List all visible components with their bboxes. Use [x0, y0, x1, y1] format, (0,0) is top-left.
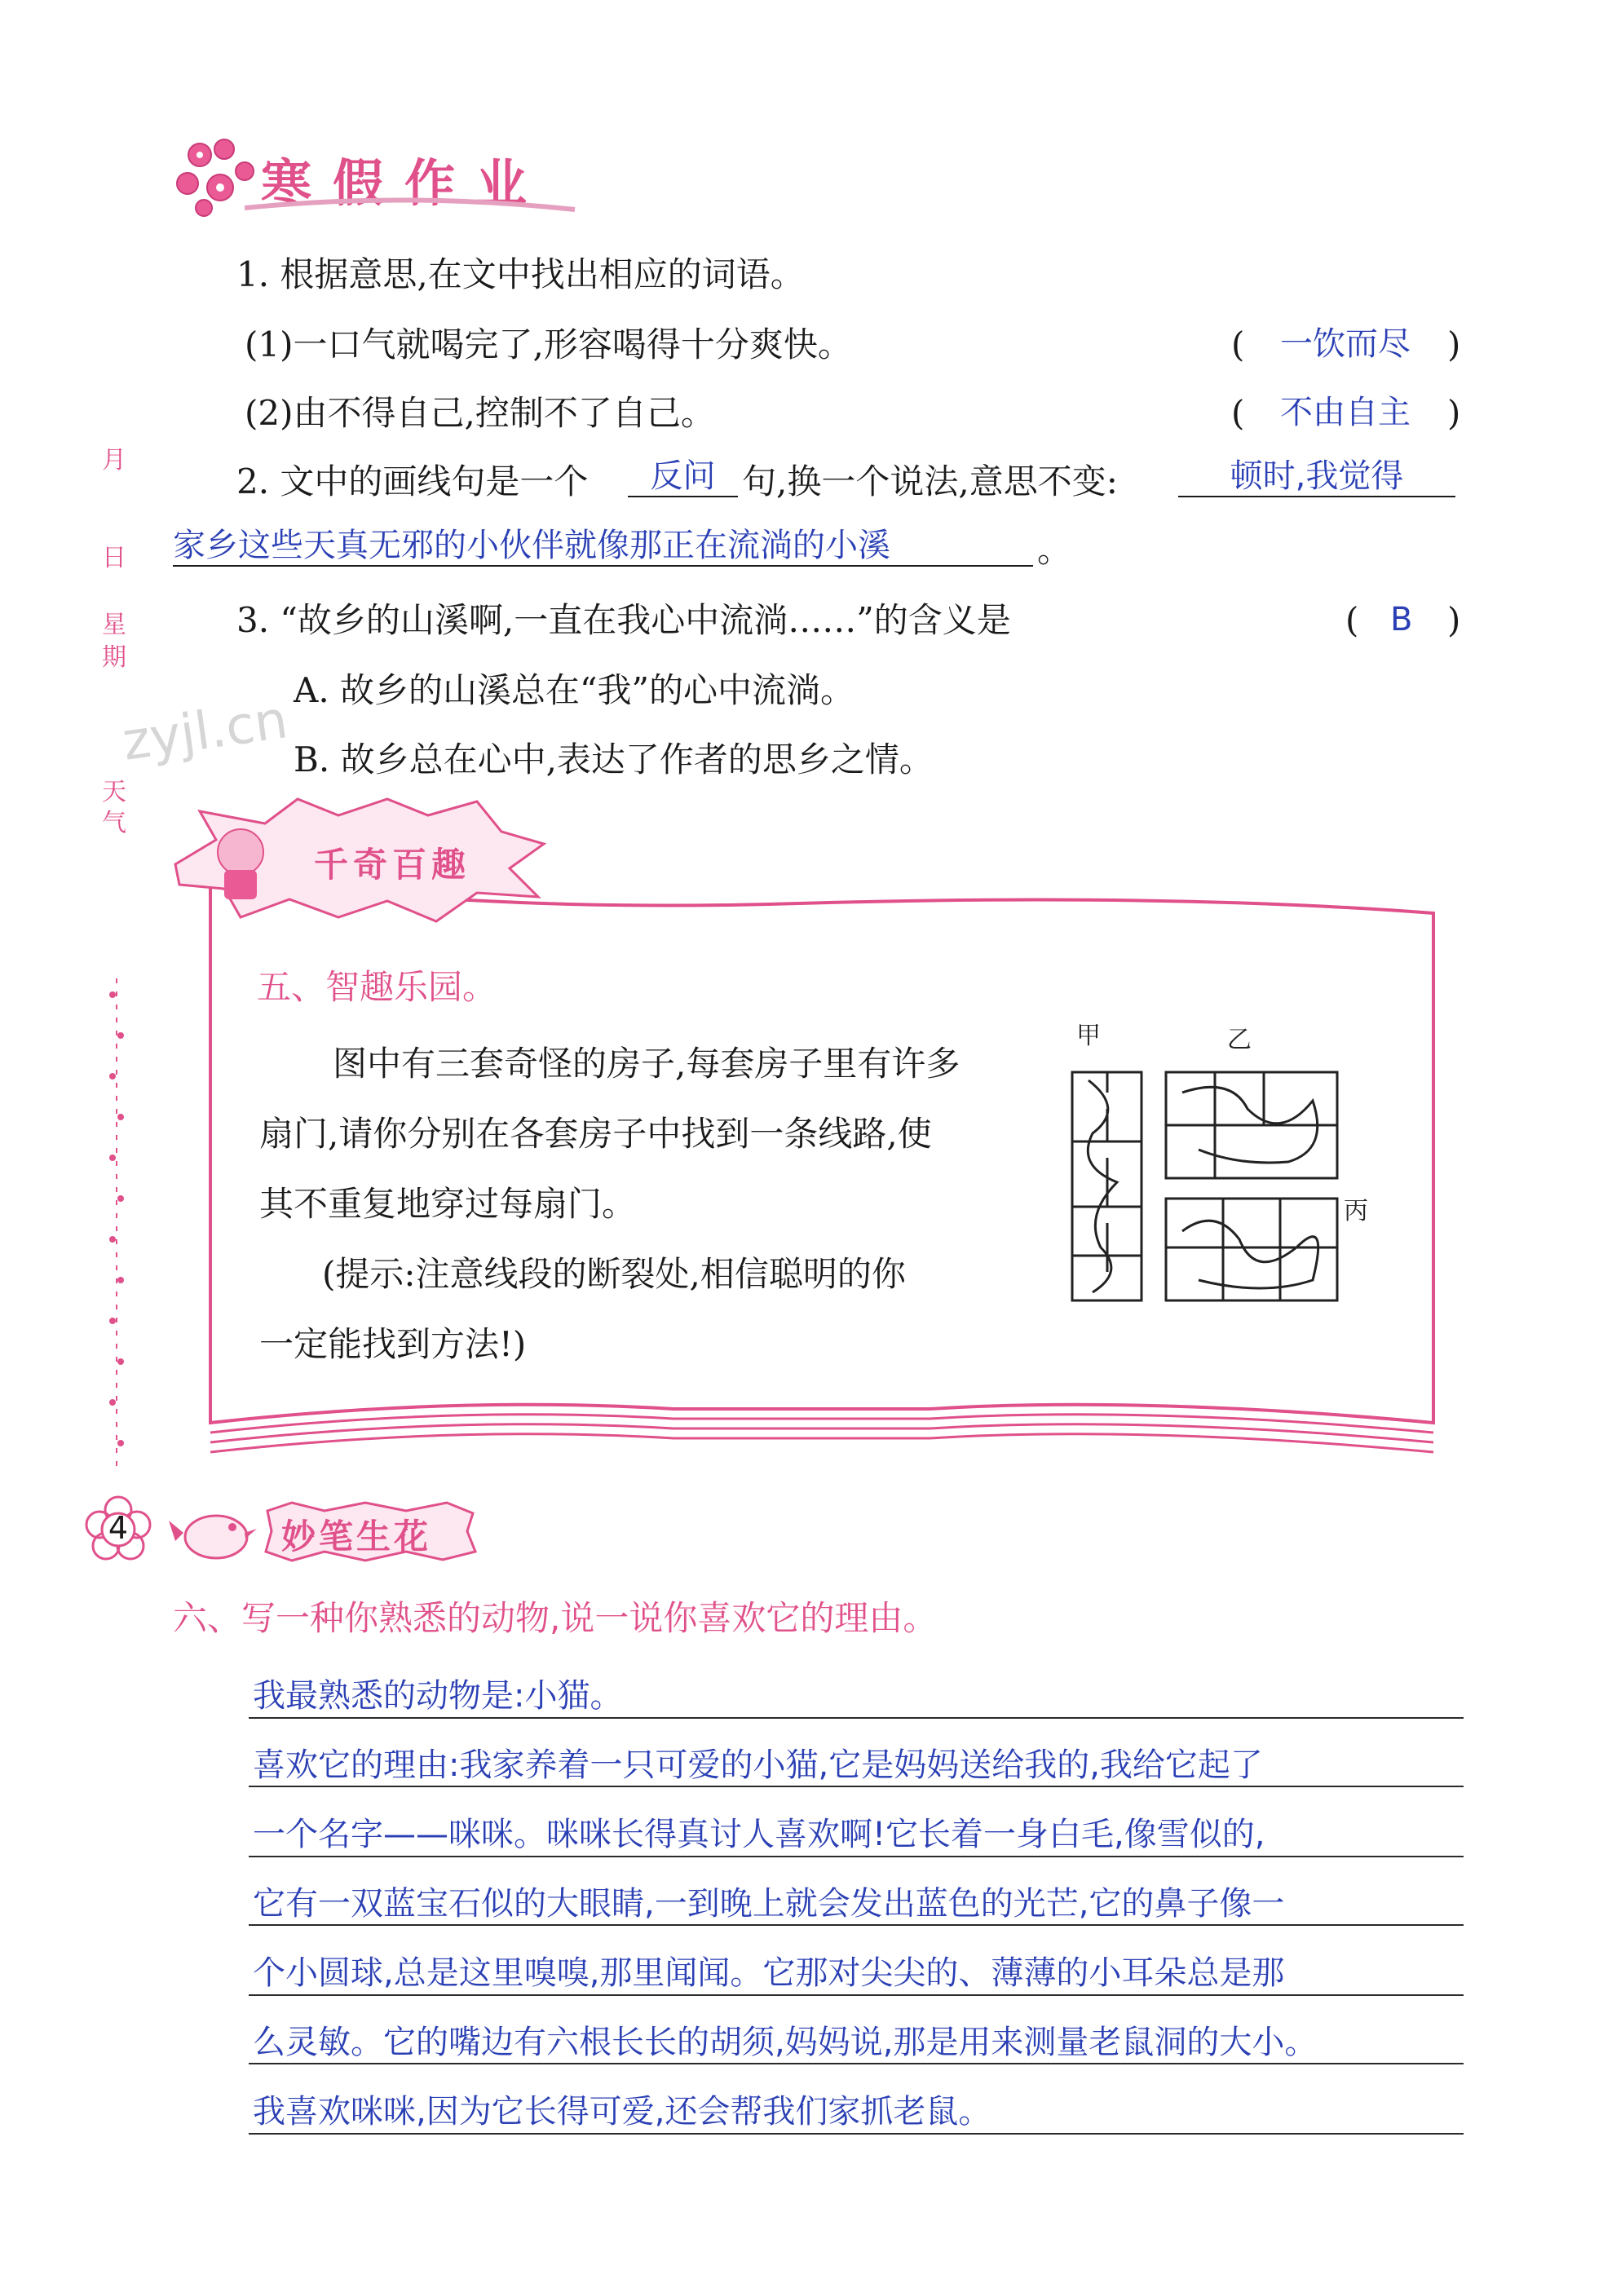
sidebar-vine-decoration: [104, 978, 129, 1468]
page-number-badge: [82, 1492, 155, 1565]
sidebar-weekday-2: 期: [102, 643, 126, 672]
q3-answer: B: [1390, 601, 1413, 638]
q1-item-1-text: (1)一口气就喝完了,形容喝得十分爽快。: [245, 325, 852, 364]
section6-title: 六、写一种你熟悉的动物,说一说你喜欢它的理由。: [173, 1598, 938, 1638]
q2-blank2-answer: 顿时,我觉得: [1178, 457, 1455, 497]
maze-figure: [1052, 1003, 1378, 1321]
essay-rule-7: [249, 2133, 1464, 2135]
maze-label-b: 乙: [1227, 1026, 1252, 1054]
essay-line-3: 一个名字——咪咪。咪咪长得真讨人喜欢啊!它长着一身白毛,像雪似的,: [253, 1816, 1265, 1853]
q1-item-1-paren-close: ): [1447, 325, 1461, 364]
essay-rule-2: [249, 1786, 1464, 1787]
sidebar-day: 日: [102, 544, 126, 572]
section5-banner-title: 千奇百趣: [314, 845, 471, 885]
q2-part2: 句,换一个说法,意思不变:: [742, 461, 1118, 501]
q2-blank1-answer: 反问: [628, 457, 738, 497]
q2-answer-line: 家乡这些天真无邪的小伙伴就像那正在流淌的小溪: [173, 526, 1033, 567]
q3-option-a: A. 故乡的山溪总在“我”的心中流淌。: [294, 670, 854, 710]
q1-stem: 1. 根据意思,在文中找出相应的词语。: [236, 254, 805, 294]
q1-item-2-paren-open: (: [1231, 393, 1245, 433]
section6-banner-title: 妙笔生花: [281, 1517, 432, 1556]
q3-paren-open: (: [1345, 600, 1359, 640]
sidebar-weather-1: 天: [102, 778, 126, 806]
watermark: zyjl.cn: [118, 690, 292, 773]
section5-line-3: 其不重复地穿过每扇门。: [259, 1184, 637, 1224]
header-underline-swoosh: [245, 192, 579, 216]
q2-end: 。: [1037, 530, 1072, 570]
essay-rule-4: [249, 1924, 1464, 1926]
sidebar-weekday-1: 星: [102, 611, 126, 639]
page-number: 4: [108, 1510, 129, 1546]
sidebar-weather-2: 气: [102, 809, 126, 837]
header-title: 寒假作业: [261, 153, 549, 213]
essay-rule-6: [249, 2063, 1464, 2064]
essay-line-4: 它有一双蓝宝石似的大眼睛,一到晚上就会发出蓝色的光芒,它的鼻子像一: [253, 1885, 1285, 1923]
sidebar-month: 月: [102, 446, 126, 475]
essay-line-5: 个小圆球,总是这里嗅嗅,那里闻闻。它那对尖尖的、薄薄的小耳朵总是那: [253, 1954, 1285, 1992]
section5-line-2: 扇门,请你分别在各套房子中找到一条线路,使: [259, 1114, 932, 1154]
maze-label-c: 丙: [1344, 1197, 1368, 1225]
section5-title: 五、智趣乐园。: [257, 967, 497, 1007]
maze-label-a: 甲: [1076, 1022, 1101, 1050]
essay-rule-1: [249, 1717, 1464, 1719]
q1-item-2-paren-close: ): [1447, 393, 1461, 433]
q1-item-2-answer: 不由自主: [1280, 394, 1411, 431]
section5-line-4: (提示:注意线段的断裂处,相信聪明的你: [322, 1254, 906, 1294]
q2-part1: 2. 文中的画线句是一个: [236, 461, 589, 501]
q3-option-b: B. 故乡总在心中,表达了作者的思乡之情。: [294, 740, 934, 779]
q1-item-2-text: (2)由不得自己,控制不了自己。: [245, 393, 715, 433]
essay-line-7: 我喜欢咪咪,因为它长得可爱,还会帮我们家抓老鼠。: [253, 2093, 991, 2130]
q3-stem: 3. “故乡的山溪啊,一直在我心中流淌……”的含义是: [236, 600, 1011, 640]
section5-line-5: 一定能找到方法!): [259, 1324, 527, 1364]
section5-line-1: 图中有三套奇怪的房子,每套房子里有许多: [333, 1044, 960, 1084]
essay-line-1: 我最熟悉的动物是:小猫。: [253, 1677, 623, 1715]
q1-item-1-paren-open: (: [1231, 325, 1245, 364]
essay-line-2: 喜欢它的理由:我家养着一只可爱的小猫,它是妈妈送给我的,我给它起了: [253, 1746, 1263, 1784]
essay-line-6: 么灵敏。它的嘴边有六根长长的胡须,妈妈说,那是用来测量老鼠洞的大小。: [253, 2024, 1318, 2061]
essay-rule-3: [249, 1856, 1464, 1857]
section6-bird-icon: [167, 1496, 257, 1570]
q1-item-1-answer: 一饮而尽: [1280, 325, 1411, 363]
q3-paren-close: ): [1447, 600, 1461, 640]
essay-rule-5: [249, 1994, 1464, 1996]
